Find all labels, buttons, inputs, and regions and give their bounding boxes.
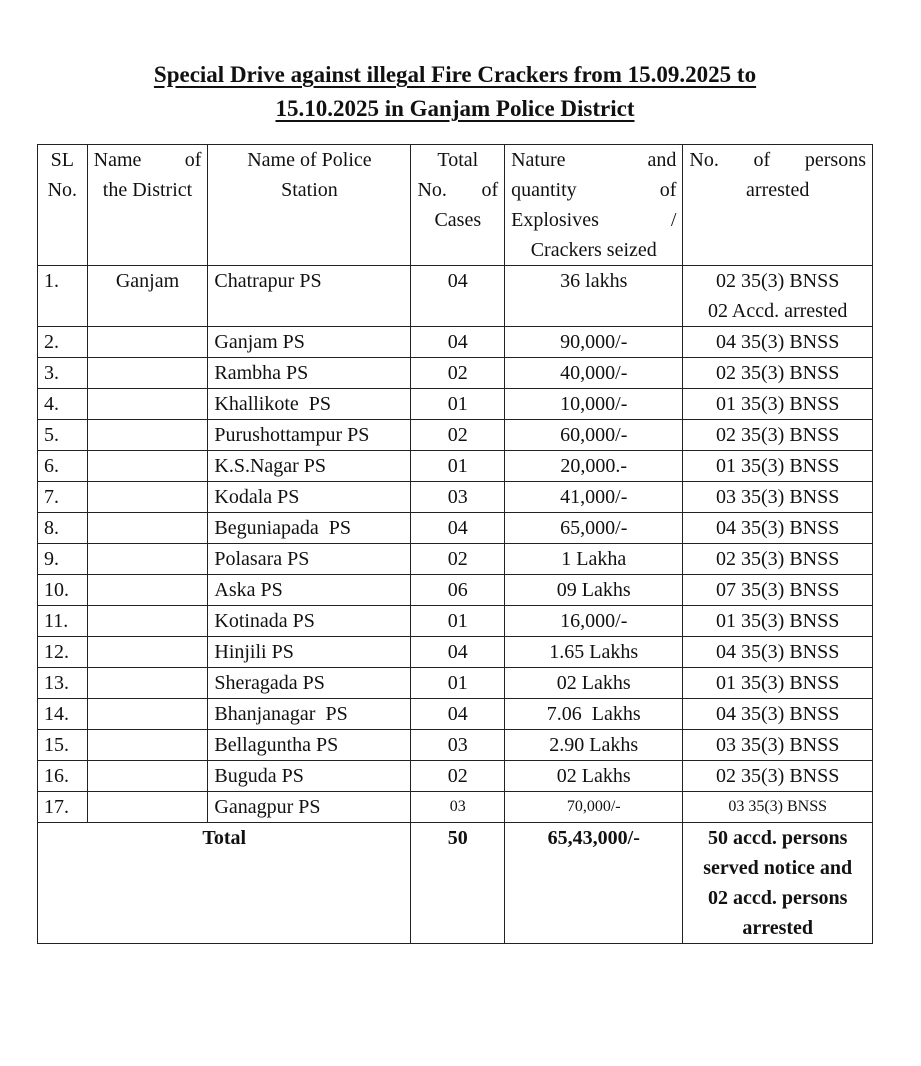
- cell-arrested: 01 35(3) BNSS: [683, 389, 873, 420]
- cell-police-station: Kodala PS: [208, 482, 411, 513]
- cell-arrested: 02 35(3) BNSS: [683, 420, 873, 451]
- table-header-row: [38, 145, 873, 266]
- cell-district-empty: [87, 761, 208, 792]
- header-ps-line: Station: [281, 179, 338, 201]
- cell-sl: 12.: [38, 637, 88, 668]
- total-arrested-line: 02 accd. persons: [707, 887, 848, 909]
- table-row: [38, 358, 873, 389]
- cell-cases: 04: [411, 699, 505, 730]
- table-row: [38, 668, 873, 699]
- title-line-2: 15.10.2025 in Ganjam Police District: [275, 96, 635, 121]
- cell-quantity: 16,000/-: [505, 606, 683, 637]
- header-district-line: Name of: [93, 149, 202, 171]
- cell-district-empty: [87, 792, 208, 823]
- cell-arrested: 01 35(3) BNSS: [683, 451, 873, 482]
- cell-district-empty: [87, 327, 208, 358]
- cell-cases: 01: [411, 668, 505, 699]
- cell-cases: 03: [411, 792, 505, 823]
- table-row: [38, 482, 873, 513]
- title-line-1: Special Drive against illegal Fire Crackers from 15.09.2025 to: [153, 62, 757, 87]
- header-district: [87, 145, 208, 266]
- table-row: [38, 389, 873, 420]
- cell-district: Ganjam: [87, 266, 208, 327]
- table-row: [38, 761, 873, 792]
- cell-quantity: 20,000.-: [505, 451, 683, 482]
- cell-arrested: [683, 266, 873, 327]
- cell-sl: 4.: [38, 389, 88, 420]
- cell-quantity: 40,000/-: [505, 358, 683, 389]
- total-arrested-line: arrested: [742, 917, 814, 939]
- cell-police-station: Aska PS: [208, 575, 411, 606]
- cell-sl: 16.: [38, 761, 88, 792]
- table-row: [38, 637, 873, 668]
- seizure-table: [37, 144, 873, 944]
- table-row: [38, 575, 873, 606]
- cell-sl: 3.: [38, 358, 88, 389]
- cell-sl: 9.: [38, 544, 88, 575]
- cell-arrested: 02 35(3) BNSS: [683, 761, 873, 792]
- header-quantity: [505, 145, 683, 266]
- cell-arrested: 02 35(3) BNSS: [683, 358, 873, 389]
- header-arrested-line: No. of persons: [689, 149, 866, 171]
- cell-cases: 04: [411, 327, 505, 358]
- cell-district-empty: [87, 358, 208, 389]
- header-arrested: [683, 145, 873, 266]
- header-cases-line: No. of: [417, 179, 499, 201]
- cell-police-station: Buguda PS: [208, 761, 411, 792]
- cell-cases: 01: [411, 389, 505, 420]
- cell-arrested: 01 35(3) BNSS: [683, 606, 873, 637]
- cell-sl: 5.: [38, 420, 88, 451]
- cell-district-empty: [87, 513, 208, 544]
- cell-quantity: 70,000/-: [505, 792, 683, 823]
- cell-sl: 7.: [38, 482, 88, 513]
- total-label: Total: [38, 823, 411, 944]
- table-row: [38, 327, 873, 358]
- cell-police-station: Hinjili PS: [208, 637, 411, 668]
- cell-quantity: 1 Lakha: [505, 544, 683, 575]
- cell-district-empty: [87, 389, 208, 420]
- cell-arrested: 07 35(3) BNSS: [683, 575, 873, 606]
- cell-quantity: 90,000/-: [505, 327, 683, 358]
- cell-district-empty: [87, 544, 208, 575]
- cell-police-station: Bhanjanagar PS: [208, 699, 411, 730]
- header-sl-line: SL: [50, 149, 74, 171]
- table-row: [38, 513, 873, 544]
- cell-district-empty: [87, 637, 208, 668]
- cell-police-station: Beguniapada PS: [208, 513, 411, 544]
- cell-district-empty: [87, 575, 208, 606]
- cell-cases: 01: [411, 606, 505, 637]
- cell-arrested: 04 35(3) BNSS: [683, 699, 873, 730]
- cell-arrested-line: 02 35(3) BNSS: [716, 270, 840, 292]
- cell-quantity: 02 Lakhs: [505, 668, 683, 699]
- cell-arrested: 04 35(3) BNSS: [683, 637, 873, 668]
- cell-police-station: Sheragada PS: [208, 668, 411, 699]
- cell-sl: 15.: [38, 730, 88, 761]
- cell-arrested: 01 35(3) BNSS: [683, 668, 873, 699]
- header-arrested-line: arrested: [746, 179, 810, 201]
- cell-district-empty: [87, 730, 208, 761]
- cell-police-station: Ganjam PS: [208, 327, 411, 358]
- cell-cases: 06: [411, 575, 505, 606]
- cell-police-station: Kotinada PS: [208, 606, 411, 637]
- cell-arrested: 03 35(3) BNSS: [683, 482, 873, 513]
- table-row: [38, 266, 873, 327]
- header-qty-line: Explosives /: [511, 209, 677, 231]
- cell-quantity: 36 lakhs: [505, 266, 683, 327]
- cell-quantity: 65,000/-: [505, 513, 683, 544]
- cell-police-station: Polasara PS: [208, 544, 411, 575]
- cell-arrested: 03 35(3) BNSS: [683, 792, 873, 823]
- cell-district-empty: [87, 668, 208, 699]
- cell-district-empty: [87, 482, 208, 513]
- cell-quantity: 41,000/-: [505, 482, 683, 513]
- cell-sl: 6.: [38, 451, 88, 482]
- cell-arrested-line: 02 Accd. arrested: [708, 300, 848, 322]
- cell-quantity: 7.06 Lakhs: [505, 699, 683, 730]
- cell-police-station: Ganagpur PS: [208, 792, 411, 823]
- cell-police-station: K.S.Nagar PS: [208, 451, 411, 482]
- cell-quantity: 09 Lakhs: [505, 575, 683, 606]
- header-sl-line: No.: [47, 179, 78, 201]
- total-arrested-line: served notice and: [703, 857, 853, 879]
- cell-arrested: 04 35(3) BNSS: [683, 513, 873, 544]
- header-qty-line: Crackers seized: [530, 239, 657, 261]
- cell-police-station: Chatrapur PS: [208, 266, 411, 327]
- cell-sl: 13.: [38, 668, 88, 699]
- header-ps-line: Name of Police: [247, 149, 372, 171]
- cell-cases: 04: [411, 266, 505, 327]
- cell-arrested: 03 35(3) BNSS: [683, 730, 873, 761]
- header-cases-line: Total: [437, 149, 479, 171]
- cell-sl: 10.: [38, 575, 88, 606]
- cell-cases: 02: [411, 761, 505, 792]
- cell-district-empty: [87, 606, 208, 637]
- cell-quantity: 02 Lakhs: [505, 761, 683, 792]
- cell-quantity: 10,000/-: [505, 389, 683, 420]
- total-quantity: 65,43,000/-: [505, 823, 683, 944]
- cell-cases: 02: [411, 420, 505, 451]
- cell-sl: 17.: [38, 792, 88, 823]
- cell-sl: 14.: [38, 699, 88, 730]
- cell-district-empty: [87, 420, 208, 451]
- total-cases: 50: [411, 823, 505, 944]
- table-row: [38, 606, 873, 637]
- cell-police-station: Khallikote PS: [208, 389, 411, 420]
- cell-cases: 02: [411, 544, 505, 575]
- total-arrested-line: 50 accd. persons: [707, 827, 848, 849]
- cell-arrested: 04 35(3) BNSS: [683, 327, 873, 358]
- cell-sl: 2.: [38, 327, 88, 358]
- total-arrested: [683, 823, 873, 944]
- cell-cases: 04: [411, 513, 505, 544]
- cell-sl: 8.: [38, 513, 88, 544]
- cell-sl: 11.: [38, 606, 88, 637]
- cell-sl: 1.: [38, 266, 88, 327]
- table-row: [38, 792, 873, 823]
- total-row: [38, 823, 873, 944]
- cell-cases: 02: [411, 358, 505, 389]
- header-district-line: the District: [102, 179, 193, 201]
- table-row: [38, 730, 873, 761]
- table-row: [38, 420, 873, 451]
- cell-district-empty: [87, 699, 208, 730]
- cell-cases: 04: [411, 637, 505, 668]
- cell-district-empty: [87, 451, 208, 482]
- header-total-cases: [411, 145, 505, 266]
- header-police-station: [208, 145, 411, 266]
- document-title: [60, 58, 850, 126]
- cell-arrested: 02 35(3) BNSS: [683, 544, 873, 575]
- cell-police-station: Bellaguntha PS: [208, 730, 411, 761]
- cell-cases: 03: [411, 730, 505, 761]
- table-row: [38, 699, 873, 730]
- cell-cases: 03: [411, 482, 505, 513]
- cell-quantity: 2.90 Lakhs: [505, 730, 683, 761]
- cell-quantity: 60,000/-: [505, 420, 683, 451]
- cell-cases: 01: [411, 451, 505, 482]
- cell-quantity: 1.65 Lakhs: [505, 637, 683, 668]
- table-row: [38, 451, 873, 482]
- header-qty-line: Nature and: [511, 149, 677, 171]
- cell-police-station: Purushottampur PS: [208, 420, 411, 451]
- header-cases-line: Cases: [434, 209, 482, 231]
- table-row: [38, 544, 873, 575]
- header-sl: [38, 145, 88, 266]
- header-qty-line: quantity of: [511, 179, 677, 201]
- cell-police-station: Rambha PS: [208, 358, 411, 389]
